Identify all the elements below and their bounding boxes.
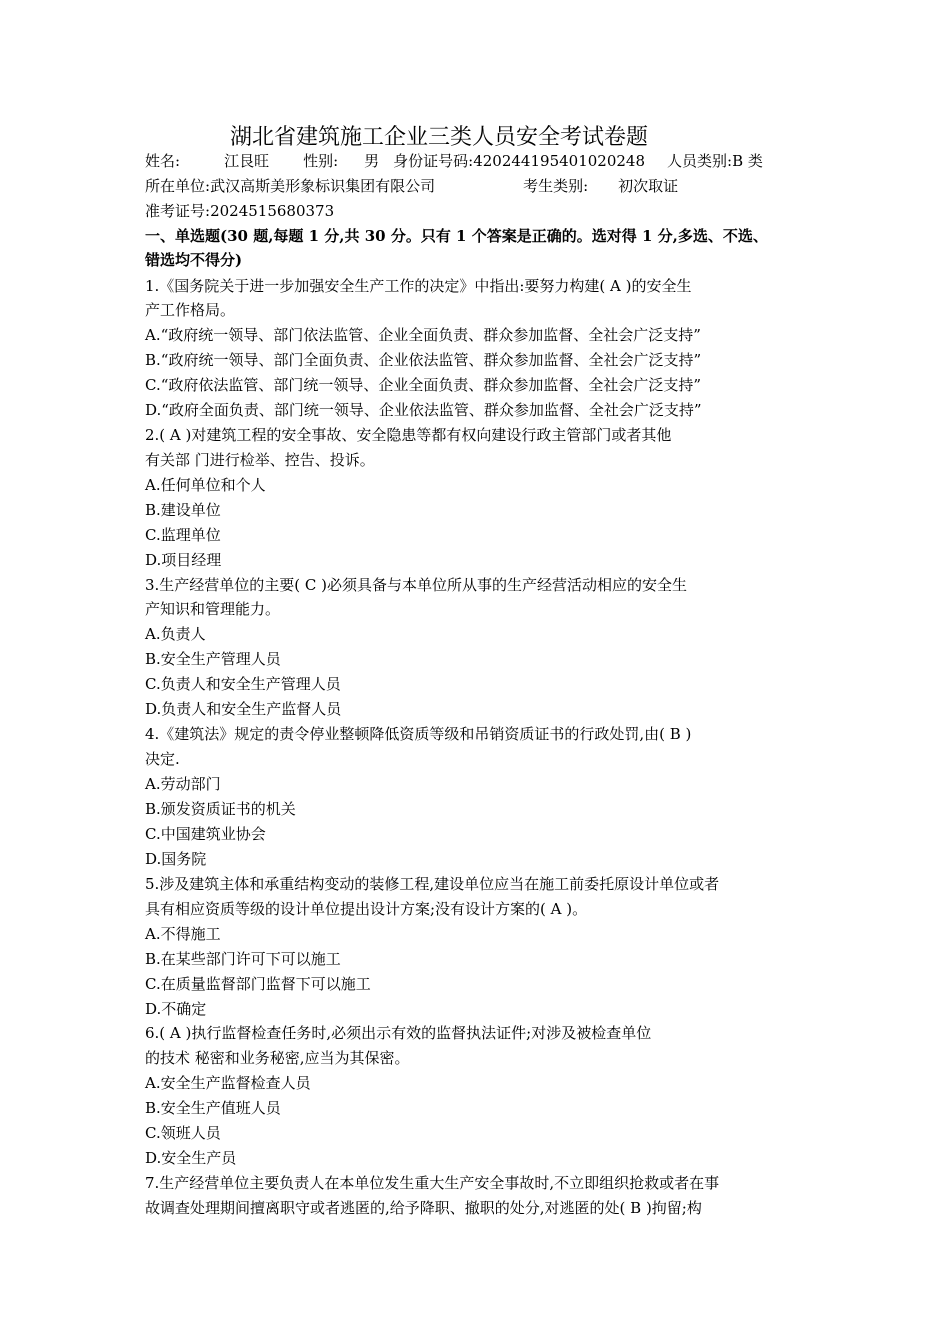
unit-value: 武汉高斯美形象标识集团有限公司 <box>210 177 436 195</box>
question-7-line2: 故调查处理期间擅离职守或者逃匿的,给予降职、撤职的处分,对逃匿的处( B )拘留;构 <box>145 1199 702 1217</box>
name-label: 姓名: <box>145 152 181 170</box>
question-5-option-d: D.不确定 <box>145 1000 207 1018</box>
question-5-option-a: A.不得施工 <box>145 925 221 943</box>
question-6-option-b: B.安全生产值班人员 <box>145 1099 281 1117</box>
exam-title: 湖北省建筑施工企业三类人员安全考试卷题 <box>230 125 649 150</box>
question-5-line2: 具有相应资质等级的设计单位提出设计方案;没有设计方案的( A )。 <box>145 900 588 918</box>
question-2-option-c: C.监理单位 <box>145 526 221 544</box>
question-3-line2: 产知识和管理能力。 <box>145 600 281 618</box>
question-2-option-a: A.任何单位和个人 <box>145 476 266 494</box>
question-4-option-d: D.国务院 <box>145 850 207 868</box>
question-5-option-b: B.在某些部门许可下可以施工 <box>145 950 341 968</box>
category-label: 人员类别: <box>667 152 733 170</box>
ticket-value: 2024515680373 <box>210 202 335 220</box>
question-5-option-c: C.在质量监督部门监督下可以施工 <box>145 975 371 993</box>
question-4-option-a: A.劳动部门 <box>145 775 221 793</box>
name-value: 江艮旺 <box>224 152 270 170</box>
question-4-line2: 决定. <box>145 750 180 768</box>
question-3-option-d: D.负责人和安全生产监督人员 <box>145 700 342 718</box>
examinee-type-label: 考生类别: <box>523 177 589 195</box>
question-7-line1: 7.生产经营单位主要负责人在本单位发生重大生产安全事故时,不立即组织抢救或者在事 <box>145 1174 720 1192</box>
question-4-line1: 4.《建筑法》规定的责令停业整顿降低资质等级和吊销资质证书的行政处罚,由( B ) <box>145 725 692 743</box>
info-row-3 <box>145 199 334 223</box>
question-1-option-a: A.“政府统一领导、部门依法监管、企业全面负责、群众参加监督、全社会广泛支持” <box>145 326 701 344</box>
question-6-line2: 的技术 秘密和业务秘密,应当为其保密。 <box>145 1049 410 1067</box>
examinee-type-value: 初次取证 <box>618 177 679 195</box>
id-label: 身份证号码: <box>393 152 474 170</box>
question-1-option-b: B.“政府统一领导、部门全面负责、企业依法监管、群众参加监督、全社会广泛支持” <box>145 351 702 369</box>
question-3-option-c: C.负责人和安全生产管理人员 <box>145 675 341 693</box>
gender-value: 男 <box>364 152 380 170</box>
ticket-label: 准考证号: <box>145 202 211 220</box>
section-heading-line1: 一、单选题(30 题,每题 1 分,共 30 分。只有 1 个答案是正确的。选对得 1 分,多选、不选、 <box>145 227 768 245</box>
category-value: B 类 <box>732 152 763 170</box>
question-1-option-d: D.“政府全面负责、部门统一领导、企业依法监管、群众参加监督、全社会广泛支持” <box>145 401 702 419</box>
question-2-line1: 2.( A )对建筑工程的安全事故、安全隐患等都有权向建设行政主管部门或者其他 <box>145 426 672 444</box>
question-2-option-b: B.建设单位 <box>145 501 221 519</box>
question-2-option-d: D.项目经理 <box>145 551 222 569</box>
question-6-option-c: C.领班人员 <box>145 1124 221 1142</box>
question-3-option-b: B.安全生产管理人员 <box>145 650 281 668</box>
id-value: 420244195401020248 <box>473 152 646 170</box>
question-6-line1: 6.( A )执行监督检查任务时,必须出示有效的监督执法证件;对涉及被检查单位 <box>145 1024 652 1042</box>
question-1-line1: 1.《国务院关于进一步加强安全生产工作的决定》中指出:要努力构建( A )的安全生 <box>145 277 692 295</box>
question-1-line2: 产工作格局。 <box>145 301 236 319</box>
gender-label: 性别: <box>303 152 339 170</box>
question-3-option-a: A.负责人 <box>145 625 206 643</box>
info-row-2 <box>145 174 678 198</box>
question-5-line1: 5.涉及建筑主体和承重结构变动的装修工程,建设单位应当在施工前委托原设计单位或者 <box>145 875 720 893</box>
unit-label: 所在单位: <box>145 177 211 195</box>
question-3-line1: 3.生产经营单位的主要( C )必须具备与本单位所从事的生产经营活动相应的安全生 <box>145 576 688 594</box>
section-heading-line2: 错选均不得分) <box>145 251 243 269</box>
question-4-option-c: C.中国建筑业协会 <box>145 825 266 843</box>
question-6-option-a: A.安全生产监督检查人员 <box>145 1074 311 1092</box>
info-row-1 <box>145 149 763 173</box>
question-6-option-d: D.安全生产员 <box>145 1149 237 1167</box>
question-2-line2: 有关部 门进行检举、控告、投诉。 <box>145 451 375 469</box>
question-1-option-c: C.“政府依法监管、部门统一领导、企业全面负责、群众参加监督、全社会广泛支持” <box>145 376 702 394</box>
question-4-option-b: B.颁发资质证书的机关 <box>145 800 296 818</box>
